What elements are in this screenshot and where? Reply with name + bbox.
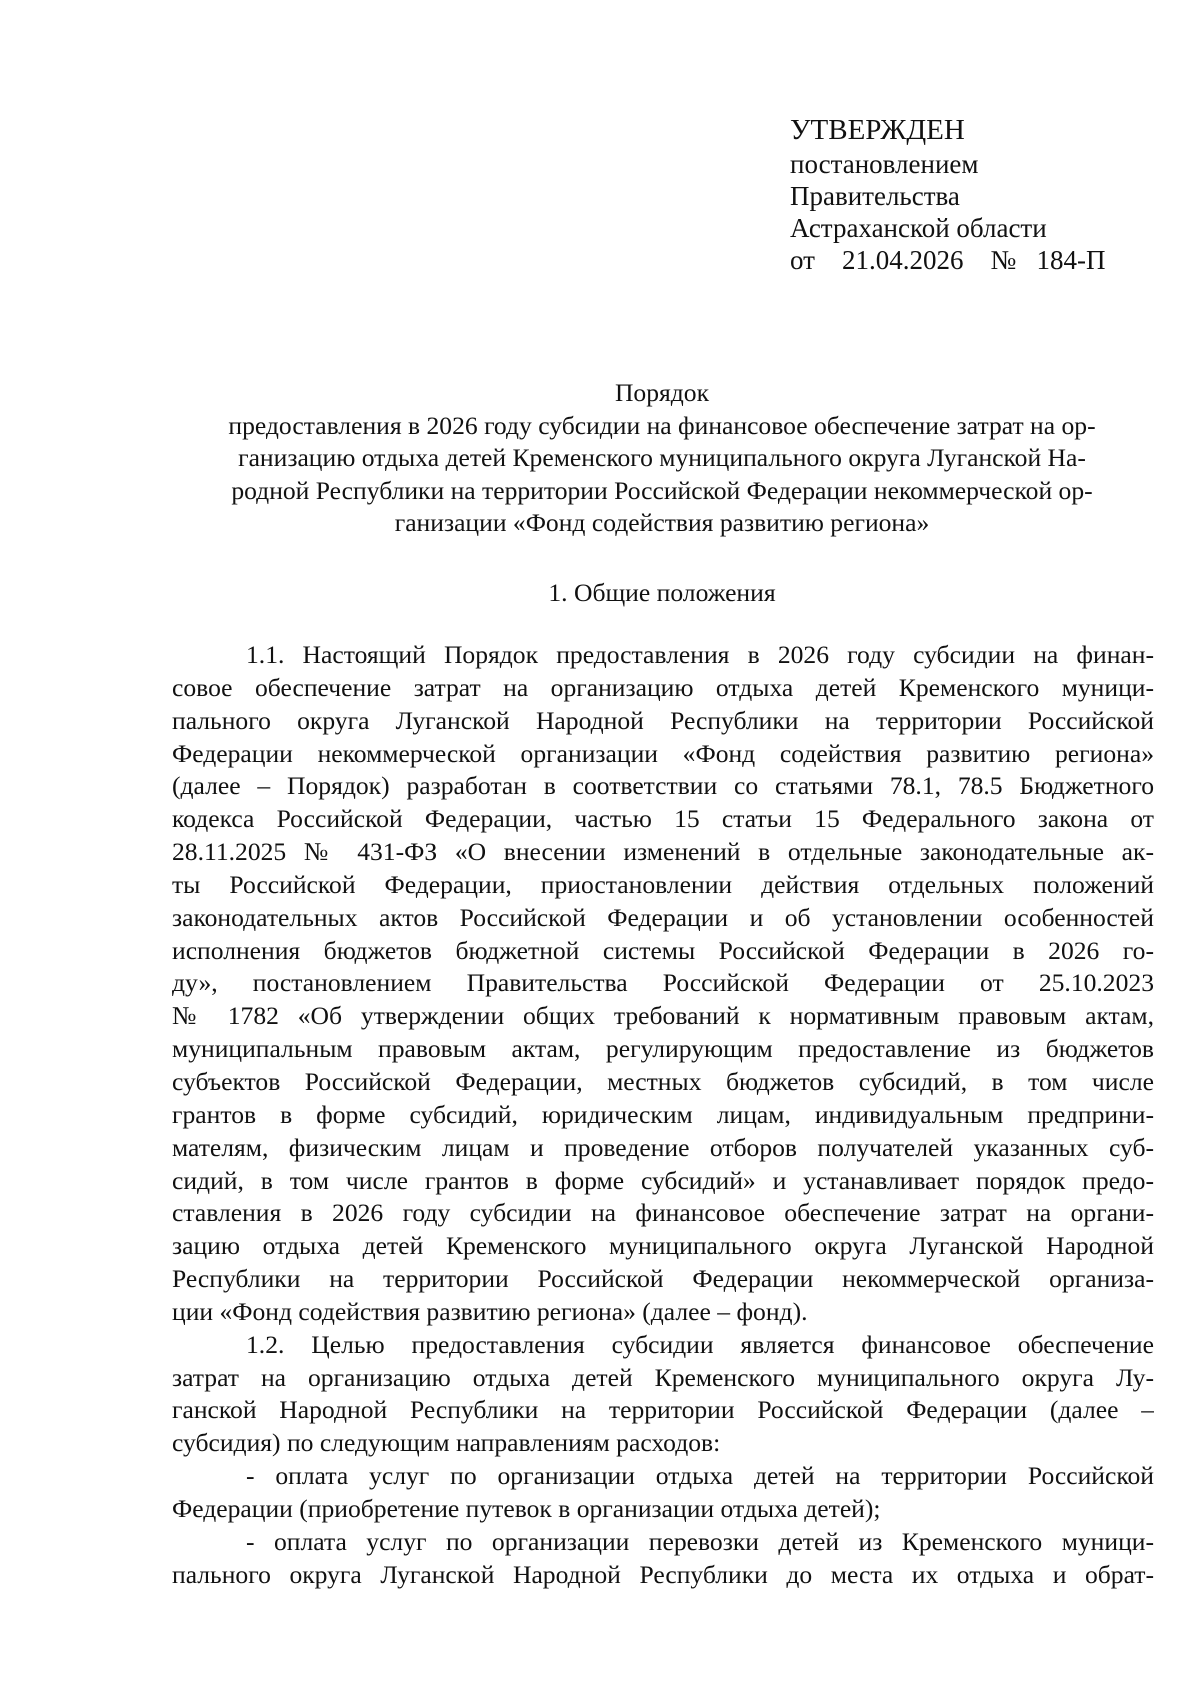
title-line: предоставления в 2026 году субсидии на финансовое обеспечение затрат на ор- bbox=[228, 410, 1096, 440]
approval-number: 184-П bbox=[1036, 245, 1106, 275]
approval-number-sign: № bbox=[990, 245, 1017, 275]
paragraph-line: 28.11.2025 № 431-ФЗ «О внесении изменений в отдельные законодательные ак- bbox=[172, 837, 1154, 867]
approval-line-1: постановлением bbox=[790, 149, 979, 179]
paragraph-line: ду», постановлением Правительства Российской Федерации от 25.10.2023 bbox=[172, 968, 1154, 998]
paragraph-line: субъектов Российской Федерации, местных бюджетов субсидий, в том числе bbox=[172, 1066, 1154, 1096]
title-head: Порядок bbox=[614, 378, 710, 407]
title-line: ганизации «Фонд содействия развитию региона» bbox=[394, 508, 930, 537]
paragraph-line: (далее – Порядок) разработан в соответствии со статьями 78.1, 78.5 Бюджетного bbox=[172, 771, 1154, 801]
paragraph-line: - оплата услуг по организации перевозки детей из Кременского муници- bbox=[246, 1526, 1154, 1556]
paragraph-line: ганской Народной Республики на территории Российской Федерации (далее – bbox=[172, 1395, 1154, 1425]
body-text bbox=[172, 639, 1154, 1591]
paragraph-line: - оплата услуг по организации отдыха детей на территории Российской bbox=[246, 1461, 1154, 1491]
title-line: родной Республики на территории Российской Федерации некоммерческой ор- bbox=[231, 475, 1093, 505]
paragraph-line: субсидия) по следующим направлениям расходов: bbox=[172, 1428, 721, 1458]
approval-stamp bbox=[790, 112, 1130, 276]
paragraph-line: исполнения бюджетов бюджетной системы Российской Федерации в 2026 го- bbox=[172, 935, 1154, 965]
paragraph-line: совое обеспечение затрат на организацию отдыха детей Кременского муници- bbox=[172, 672, 1154, 702]
paragraph-line: мателям, физическим лицам и проведение отборов получателей указанных суб- bbox=[172, 1132, 1154, 1162]
paragraph-line: Федерации (приобретение путевок в организации отдыха детей); bbox=[172, 1493, 881, 1523]
paragraph-line: затрат на организацию отдыха детей Кременского муниципального округа Лу- bbox=[172, 1362, 1154, 1392]
approval-date: 21.04.2026 bbox=[841, 245, 964, 275]
paragraph-line: грантов в форме субсидий, юридическим лицам, индивидуальным предприни- bbox=[172, 1099, 1154, 1129]
paragraph-line: 1.1. Настоящий Порядок предоставления в 2026 году субсидии на финан- bbox=[246, 640, 1154, 669]
approval-date-line bbox=[790, 244, 1130, 276]
paragraph-line: ции «Фонд содействия развитию региона» (далее – фонд). bbox=[172, 1296, 808, 1326]
paragraph-line: кодекса Российской Федерации, частью 15 статьи 15 Федерального закона от bbox=[172, 804, 1154, 834]
paragraph-line: № 1782 «Об утверждении общих требований к нормативным правовым актам, bbox=[172, 1001, 1154, 1031]
section-heading: 1. Общие положения bbox=[548, 578, 776, 607]
paragraph-line: 1.2. Целью предоставления субсидии является финансовое обеспечение bbox=[246, 1329, 1154, 1359]
document-title bbox=[172, 377, 1152, 540]
paragraph-line: Республики на территории Российской Федерации некоммерческой организа- bbox=[172, 1264, 1154, 1294]
paragraph-line: пального округа Луганской Народной Республики до места их отдыха и обрат- bbox=[172, 1559, 1154, 1589]
paragraph-line: сидий, в том числе грантов в форме субсидий» и устанавливает порядок предо- bbox=[172, 1165, 1154, 1195]
paragraph-line: ты Российской Федерации, приостановлении действия отдельных положений bbox=[172, 869, 1154, 899]
paragraph-line: законодательных актов Российской Федерации и об установлении особенностей bbox=[172, 902, 1154, 932]
paragraph-line: зацию отдыха детей Кременского муниципального округа Луганской Народной bbox=[172, 1231, 1154, 1261]
title-line: ганизацию отдыха детей Кременского муниципального округа Луганской На- bbox=[238, 443, 1086, 472]
approval-date-prefix: от bbox=[790, 245, 815, 275]
approval-line-2: Правительства bbox=[790, 181, 960, 211]
paragraph-line: Федерации некоммерческой организации «Фонд содействия развитию региона» bbox=[172, 738, 1154, 768]
approval-title: УТВЕРЖДЕН bbox=[790, 114, 965, 146]
paragraph-line: пального округа Луганской Народной Республики на территории Российской bbox=[172, 705, 1154, 735]
approval-line-3: Астраханской области bbox=[790, 213, 1047, 243]
paragraph-line: муниципальным правовым актам, регулирующим предоставление из бюджетов bbox=[172, 1034, 1154, 1064]
paragraph-line: ставления в 2026 году субсидии на финансовое обеспечение затрат на органи- bbox=[172, 1198, 1154, 1228]
